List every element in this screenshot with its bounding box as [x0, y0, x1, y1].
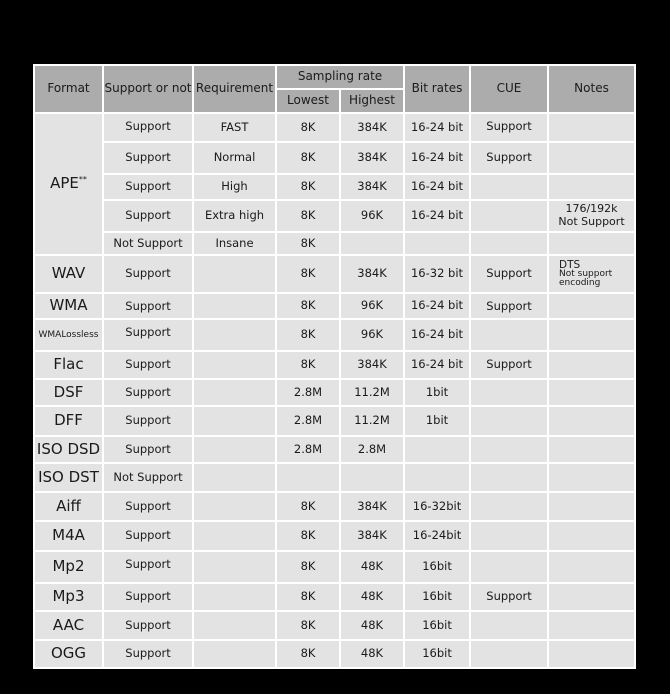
lowest-cell: 8K — [276, 174, 340, 200]
notes-cell — [548, 200, 635, 232]
table-row — [34, 406, 635, 436]
cue-cell — [470, 463, 548, 492]
notes-cell — [548, 232, 635, 255]
table-row — [34, 232, 635, 255]
bit-rate-cell: 16-32bit — [404, 492, 470, 521]
format-label: APE — [50, 174, 79, 193]
header-highest: Highest — [340, 89, 404, 113]
notes-cell — [548, 379, 635, 406]
support-cell: Support — [103, 492, 193, 521]
highest-cell: 11.2M — [340, 406, 404, 436]
lowest-cell: 2.8M — [276, 406, 340, 436]
cue-cell — [470, 232, 548, 255]
table-row — [34, 319, 635, 351]
cue-cell: Support — [470, 583, 548, 611]
header-sampling-rate: Sampling rate — [276, 65, 404, 89]
table-row — [34, 492, 635, 521]
highest-cell: 384K — [340, 113, 404, 142]
header-lowest: Lowest — [276, 89, 340, 113]
support-cell: Support — [103, 255, 193, 293]
highest-cell: 48K — [340, 583, 404, 611]
highest-cell: 48K — [340, 551, 404, 583]
notes-cell — [548, 640, 635, 668]
bit-rate-cell: 1bit — [404, 406, 470, 436]
notes-cell — [548, 492, 635, 521]
bit-rate-cell: 16-24bit — [404, 521, 470, 551]
requirement-cell — [193, 640, 276, 668]
cue-cell — [470, 200, 548, 232]
highest-cell: 48K — [340, 640, 404, 668]
requirement-cell — [193, 319, 276, 351]
cue-cell — [470, 551, 548, 583]
lowest-cell: 8K — [276, 255, 340, 293]
format-cell: AAC — [34, 611, 103, 640]
table-row — [34, 113, 635, 142]
lowest-cell: 8K — [276, 583, 340, 611]
bit-rate-cell: 1bit — [404, 379, 470, 406]
cue-cell: Support — [470, 113, 548, 142]
format-cell: OGG — [34, 640, 103, 668]
lowest-cell: 8K — [276, 640, 340, 668]
table-row — [34, 640, 635, 668]
table-row — [34, 463, 635, 492]
support-cell: Support — [103, 174, 193, 200]
highest-cell: 384K — [340, 142, 404, 174]
format-cell: DSF — [34, 379, 103, 406]
notes-cell — [548, 406, 635, 436]
requirement-cell — [193, 351, 276, 379]
requirement-cell — [193, 293, 276, 319]
bit-rate-cell: 16bit — [404, 551, 470, 583]
requirement-cell: High — [193, 174, 276, 200]
cue-cell — [470, 521, 548, 551]
requirement-cell — [193, 521, 276, 551]
requirement-cell — [193, 463, 276, 492]
lowest-cell: 8K — [276, 142, 340, 174]
notes-line: Not support — [559, 269, 613, 280]
notes-line: DTS — [559, 258, 581, 271]
bit-rate-cell: 16bit — [404, 611, 470, 640]
header-support: Support or not — [103, 65, 193, 113]
highest-cell: 48K — [340, 611, 404, 640]
bit-rate-cell — [404, 232, 470, 255]
format-cell: DFF — [34, 406, 103, 436]
requirement-cell — [193, 406, 276, 436]
bit-rate-cell: 16-24 bit — [404, 200, 470, 232]
lowest-cell: 2.8M — [276, 436, 340, 463]
bit-rate-cell: 16-32 bit — [404, 255, 470, 293]
format-cell: ISO DST — [34, 463, 103, 492]
requirement-cell: FAST — [193, 113, 276, 142]
bit-rate-cell: 16bit — [404, 583, 470, 611]
requirement-cell — [193, 583, 276, 611]
lowest-cell: 8K — [276, 521, 340, 551]
support-cell: Support — [103, 142, 193, 174]
cue-cell — [470, 379, 548, 406]
format-cell: Mp2 — [34, 551, 103, 583]
bit-rate-cell: 16-24 bit — [404, 319, 470, 351]
lowest-cell: 8K — [276, 492, 340, 521]
format-cell: ISO DSD — [34, 436, 103, 463]
header-requirement: Requirement — [193, 65, 276, 113]
highest-cell — [340, 463, 404, 492]
support-cell: Support — [103, 351, 193, 379]
support-cell: Support — [103, 113, 193, 142]
lowest-cell: 8K — [276, 351, 340, 379]
support-cell: Support — [103, 583, 193, 611]
requirement-cell — [193, 255, 276, 293]
format-cell: WMALossless — [34, 319, 103, 351]
cue-cell: Support — [470, 255, 548, 293]
support-cell: Support — [103, 611, 193, 640]
support-cell: Support — [103, 319, 193, 351]
support-cell: Not Support — [103, 463, 193, 492]
lowest-cell: 8K — [276, 293, 340, 319]
cue-cell — [470, 640, 548, 668]
bit-rate-cell — [404, 463, 470, 492]
cue-cell: Support — [470, 142, 548, 174]
lowest-cell: 8K — [276, 200, 340, 232]
cue-cell — [470, 319, 548, 351]
support-cell: Support — [103, 379, 193, 406]
header-notes: Notes — [548, 65, 635, 113]
lowest-cell: 8K — [276, 232, 340, 255]
header-format: Format — [34, 65, 103, 113]
cue-cell — [470, 611, 548, 640]
support-cell: Not Support — [103, 232, 193, 255]
cue-cell: Support — [470, 351, 548, 379]
notes-cell — [548, 463, 635, 492]
format-cell: Mp3 — [34, 583, 103, 611]
format-footnote-mark: ** — [78, 175, 87, 185]
requirement-cell — [193, 436, 276, 463]
requirement-cell: Normal — [193, 142, 276, 174]
requirement-cell — [193, 611, 276, 640]
format-cell: Flac — [34, 351, 103, 379]
format-cell: Aiff — [34, 492, 103, 521]
table-row — [34, 583, 635, 611]
notes-line: Not Support — [558, 215, 625, 228]
lowest-cell: 8K — [276, 319, 340, 351]
bit-rate-cell: 16-24 bit — [404, 142, 470, 174]
table-row — [34, 521, 635, 551]
notes-cell — [548, 174, 635, 200]
table-row — [34, 200, 635, 232]
lowest-cell — [276, 463, 340, 492]
cue-cell: Support — [470, 293, 548, 319]
format-support-table — [33, 64, 636, 669]
table-row — [34, 551, 635, 583]
notes-cell — [548, 436, 635, 463]
table-row — [34, 174, 635, 200]
highest-cell: 96K — [340, 319, 404, 351]
table-row — [34, 293, 635, 319]
notes-cell — [548, 142, 635, 174]
header-bit-rates: Bit rates — [404, 65, 470, 113]
highest-cell: 384K — [340, 255, 404, 293]
highest-cell: 384K — [340, 174, 404, 200]
notes-cell — [548, 319, 635, 351]
support-cell: Support — [103, 200, 193, 232]
table-row — [34, 611, 635, 640]
requirement-cell — [193, 492, 276, 521]
cue-cell — [470, 406, 548, 436]
requirement-cell — [193, 551, 276, 583]
highest-cell: 384K — [340, 351, 404, 379]
cue-cell — [470, 492, 548, 521]
highest-cell — [340, 232, 404, 255]
bit-rate-cell: 16-24 bit — [404, 174, 470, 200]
notes-line: encoding — [559, 278, 601, 289]
bit-rate-cell — [404, 436, 470, 463]
lowest-cell: 2.8M — [276, 379, 340, 406]
lowest-cell: 8K — [276, 113, 340, 142]
highest-cell: 11.2M — [340, 379, 404, 406]
requirement-cell: Extra high — [193, 200, 276, 232]
support-cell: Support — [103, 406, 193, 436]
lowest-cell: 8K — [276, 611, 340, 640]
table-row — [34, 379, 635, 406]
table-row — [34, 436, 635, 463]
support-cell: Support — [103, 521, 193, 551]
notes-cell — [548, 521, 635, 551]
format-cell: WAV — [34, 255, 103, 293]
table-row — [34, 255, 635, 293]
cue-cell — [470, 174, 548, 200]
format-cell — [34, 113, 103, 255]
notes-cell — [548, 113, 635, 142]
header-cue: CUE — [470, 65, 548, 113]
bit-rate-cell: 16-24 bit — [404, 351, 470, 379]
bit-rate-cell: 16-24 bit — [404, 113, 470, 142]
support-cell: Support — [103, 640, 193, 668]
notes-cell — [548, 293, 635, 319]
format-cell: WMA — [34, 293, 103, 319]
support-cell: Support — [103, 436, 193, 463]
lowest-cell: 8K — [276, 551, 340, 583]
table-row — [34, 142, 635, 174]
notes-cell — [548, 255, 635, 293]
bit-rate-cell: 16-24 bit — [404, 293, 470, 319]
notes-cell — [548, 351, 635, 379]
support-cell: Support — [103, 551, 193, 583]
format-cell: M4A — [34, 521, 103, 551]
notes-line: 176/192k — [565, 202, 618, 216]
highest-cell: 2.8M — [340, 436, 404, 463]
support-cell: Support — [103, 293, 193, 319]
requirement-cell — [193, 379, 276, 406]
bit-rate-cell: 16bit — [404, 640, 470, 668]
highest-cell: 96K — [340, 200, 404, 232]
highest-cell: 96K — [340, 293, 404, 319]
highest-cell: 384K — [340, 521, 404, 551]
notes-cell — [548, 551, 635, 583]
highest-cell: 384K — [340, 492, 404, 521]
table-row — [34, 351, 635, 379]
notes-cell — [548, 583, 635, 611]
notes-cell — [548, 611, 635, 640]
requirement-cell: Insane — [193, 232, 276, 255]
cue-cell — [470, 436, 548, 463]
